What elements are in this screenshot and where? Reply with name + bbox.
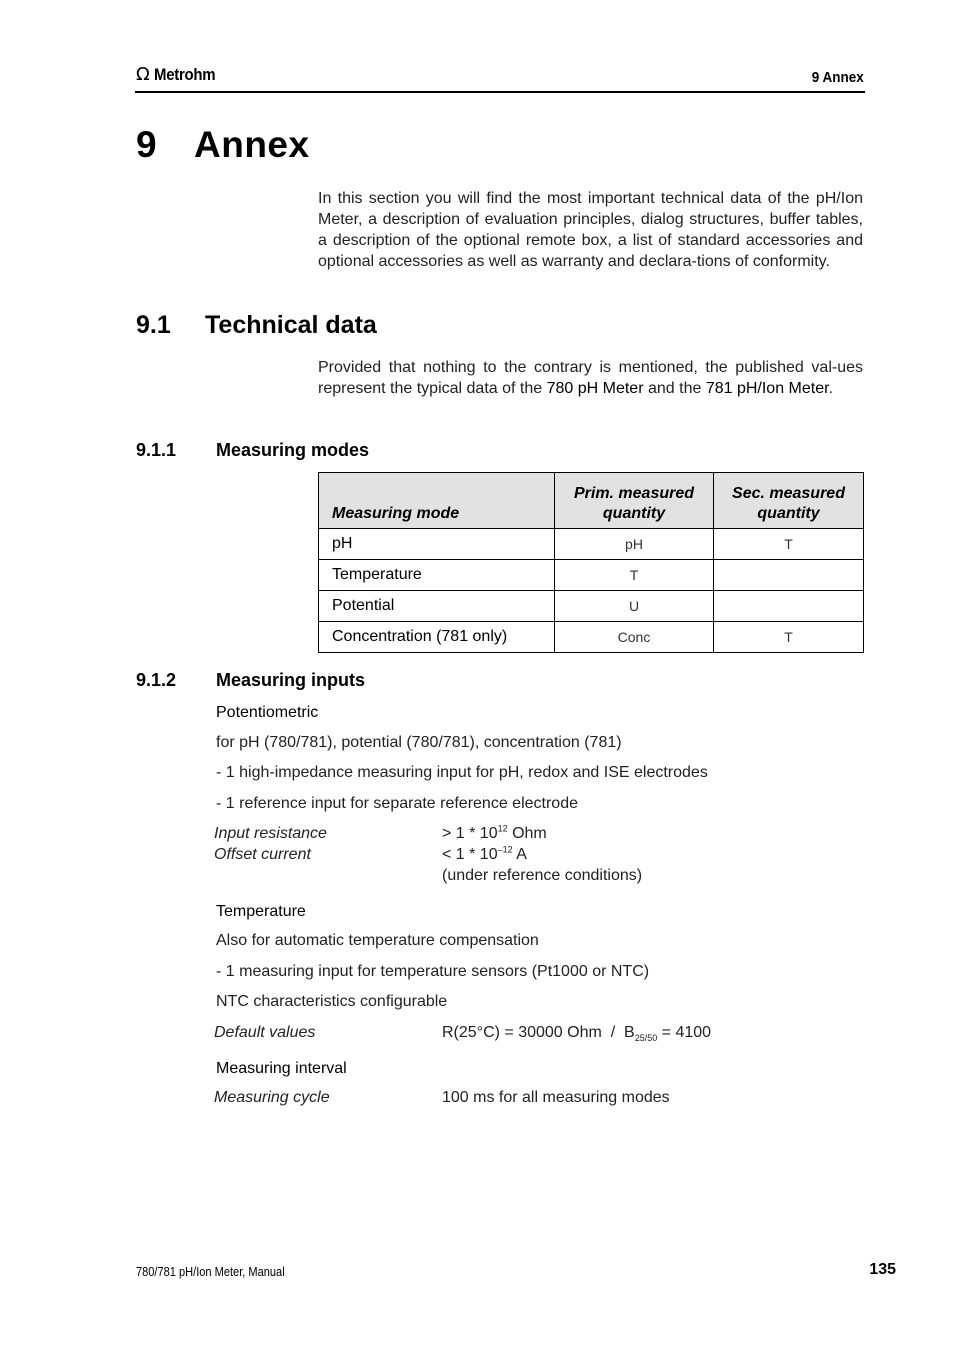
instrument-781: 781 pH/Ion Meter: [705, 380, 829, 397]
table-header: Measuring mode: [319, 473, 555, 529]
value-text: > 1 * 10: [442, 825, 498, 842]
potentiometric-line: for pH (780/781), potential (780/781), concentration (781): [216, 734, 622, 751]
section-title: Technical data: [205, 311, 377, 339]
table-cell: [714, 591, 864, 622]
footer-manual-title: 780/781 pH/Ion Meter, Manual: [136, 1264, 285, 1279]
table-row: [319, 591, 864, 622]
table-row: [319, 560, 864, 591]
table-cell: U: [555, 591, 714, 622]
chapter-intro: In this section you will find the most important technical data of the pH/Ion Meter, a description of evaluation principles, dialog structures, buffer tables, a description of the optional remote box, a list of standard accessories and optional accessories as well as warranty and declara-tions of conformity.: [318, 190, 863, 270]
subsection-number: 9.1.2: [136, 670, 177, 690]
metrohm-logo: [136, 65, 223, 85]
reference-conditions: (under reference conditions): [442, 867, 643, 884]
subsection-title: Measuring modes: [216, 440, 370, 460]
potentiometric-line: - 1 high-impedance measuring input for pH, redox and ISE electrodes: [216, 764, 708, 781]
value-text: = 4100: [657, 1024, 712, 1041]
input-resistance-value: [442, 825, 547, 843]
logo-text: Metrohm: [153, 65, 216, 84]
table-header: Prim. measured quantity: [555, 473, 714, 529]
default-values-value: [442, 1024, 711, 1042]
table-cell: T: [714, 529, 864, 560]
temperature-line: NTC characteristics configurable: [216, 993, 448, 1010]
chapter-title-text: Annex: [194, 124, 310, 165]
table-cell: pH: [319, 529, 555, 560]
measuring-cycle-label: Measuring cycle: [214, 1089, 330, 1106]
value-unit: Ohm: [507, 825, 547, 842]
potentiometric-heading: Potentiometric: [216, 704, 319, 721]
table-row: [319, 622, 864, 653]
offset-current-value: [442, 846, 527, 864]
input-resistance-label: Input resistance: [214, 825, 327, 842]
temperature-line: Also for automatic temperature compensation: [216, 932, 539, 949]
temperature-heading: Temperature: [216, 903, 306, 920]
table-cell: T: [555, 560, 714, 591]
subsection-heading-9-1-2: [136, 670, 365, 691]
exponent: 12: [497, 823, 508, 834]
table-header-row: [319, 473, 864, 529]
table-cell: Temperature: [319, 560, 555, 591]
temperature-line: - 1 measuring input for temperature sensors (Pt1000 or NTC): [216, 963, 650, 980]
subscript: 25/50: [634, 1033, 658, 1044]
table-cell: [714, 560, 864, 591]
omega-icon: Ω: [136, 64, 150, 85]
running-header: 9 Annex: [811, 69, 864, 86]
intro-text: .: [828, 380, 834, 397]
table-cell: pH: [555, 529, 714, 560]
chapter-title: [136, 124, 310, 166]
interval-heading: Measuring interval: [216, 1060, 347, 1077]
subsection-heading-9-1-1: [136, 440, 369, 461]
section-number: 9.1: [136, 311, 171, 339]
section-heading-9-1: [136, 311, 377, 340]
section-intro: [318, 357, 863, 399]
subsection-number: 9.1.1: [136, 440, 177, 460]
offset-current-label: Offset current: [214, 846, 311, 863]
table-cell: T: [714, 622, 864, 653]
measuring-modes-table: [318, 472, 864, 653]
value-text: < 1 * 10: [442, 846, 498, 863]
exponent: –12: [497, 844, 513, 855]
table-header: Sec. measured quantity: [714, 473, 864, 529]
default-values-label: Default values: [214, 1024, 316, 1041]
table-cell: Concentration (781 only): [319, 622, 555, 653]
potentiometric-line: - 1 reference input for separate reference electrode: [216, 795, 578, 812]
intro-text: Provided that nothing to the contrary is mentioned, the published val-ues represent the typical data of the: [318, 359, 863, 397]
page-number: 135: [869, 1261, 896, 1278]
table-cell: Conc: [555, 622, 714, 653]
value-text: R(25°C) = 30000 Ohm / B: [442, 1024, 635, 1041]
value-unit: A: [512, 846, 527, 863]
subsection-title: Measuring inputs: [216, 670, 366, 690]
header-rule: [135, 91, 865, 93]
chapter-number: 9: [136, 124, 158, 165]
measuring-cycle-value: 100 ms for all measuring modes: [442, 1089, 670, 1106]
table-cell: Potential: [319, 591, 555, 622]
instrument-780: 780 pH Meter: [546, 380, 644, 397]
table-row: [319, 529, 864, 560]
intro-text: and the: [643, 380, 706, 397]
